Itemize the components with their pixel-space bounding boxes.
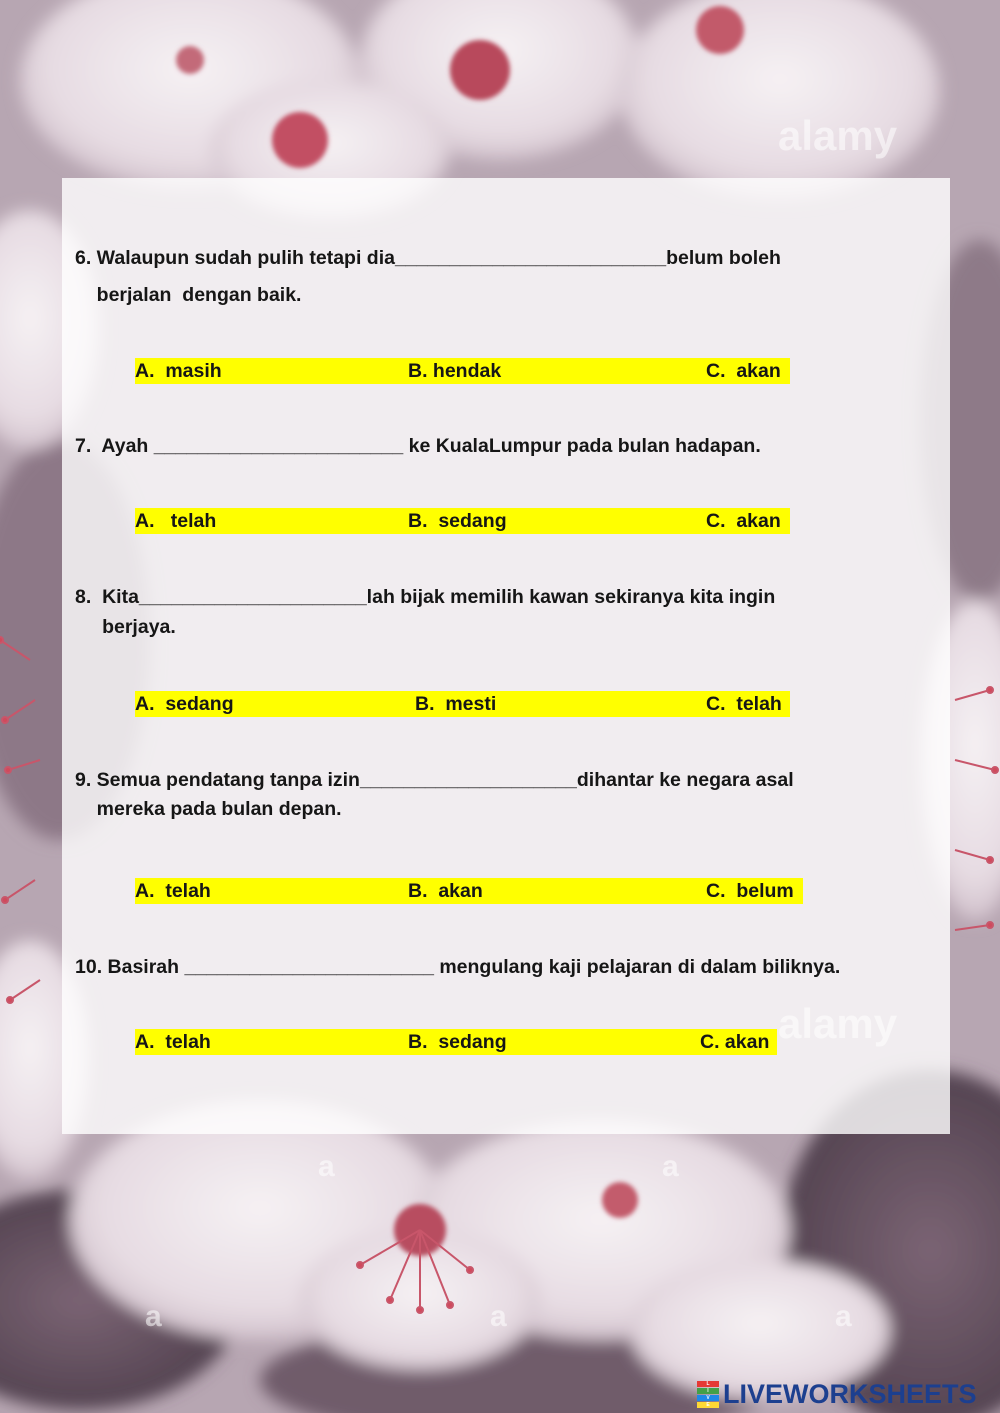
question-10-option-b[interactable]: B. sedang — [408, 1031, 507, 1053]
question-6-line-2: berjalan dengan baik. — [75, 284, 302, 306]
watermark-letter: a — [662, 1150, 679, 1183]
liveworksheets-logo[interactable] — [697, 1379, 977, 1409]
question-8-line-2: berjaya. — [75, 616, 176, 638]
question-8-option-c[interactable]: C. telah — [706, 693, 782, 715]
question-6-option-c[interactable]: C. akan — [706, 360, 781, 382]
question-9-option-c[interactable]: C. belum — [706, 880, 794, 902]
logo-icon-letter: I — [697, 1388, 719, 1394]
question-7-option-b[interactable]: B. sedang — [408, 510, 507, 532]
question-6-line-1: 6. Walaupun sudah pulih tetapi dia_________________________belum boleh — [75, 247, 781, 269]
watermark-letter: a — [318, 1150, 335, 1183]
question-9-option-b[interactable]: B. akan — [408, 880, 483, 902]
worksheet-card — [62, 178, 950, 1134]
question-9-line-2: mereka pada bulan depan. — [75, 798, 342, 820]
question-9-line-1: 9. Semua pendatang tanpa izin____________________dihantar ke negara asal — [75, 769, 794, 791]
question-10-line-1: 10. Basirah _______________________ mengulang kaji pelajaran di dalam biliknya. — [75, 956, 841, 978]
question-6-option-b[interactable]: B. hendak — [408, 360, 502, 382]
question-7-option-c[interactable]: C. akan — [706, 510, 781, 532]
question-6-option-a[interactable]: A. masih — [135, 360, 222, 382]
liveworksheets-logo-icon — [697, 1381, 719, 1407]
alamy-watermark: alamy — [778, 112, 898, 159]
logo-icon-letter: L — [697, 1381, 719, 1387]
question-7-option-a[interactable]: A. telah — [135, 510, 217, 532]
watermark-letter: a — [145, 1300, 162, 1333]
watermark-letter: a — [835, 1300, 852, 1333]
question-9-option-a[interactable]: A. telah — [135, 880, 211, 902]
question-8-line-1: 8. Kita_____________________lah bijak memilih kawan sekiranya kita ingin — [75, 586, 776, 608]
question-10-option-a[interactable]: A. telah — [135, 1031, 211, 1053]
logo-icon-letter: E — [697, 1402, 719, 1408]
liveworksheets-logo-text: LIVEWORKSHEETS — [723, 1378, 977, 1409]
logo-icon-letter: V — [697, 1395, 719, 1401]
question-10-option-c[interactable]: C. akan — [700, 1031, 770, 1053]
question-7-line-1: 7. Ayah _______________________ ke KualaLumpur pada bulan hadapan. — [75, 435, 761, 457]
watermark-letter: a — [490, 1300, 507, 1333]
question-8-option-a[interactable]: A. sedang — [135, 693, 234, 715]
question-8-option-b[interactable]: B. mesti — [415, 693, 497, 715]
